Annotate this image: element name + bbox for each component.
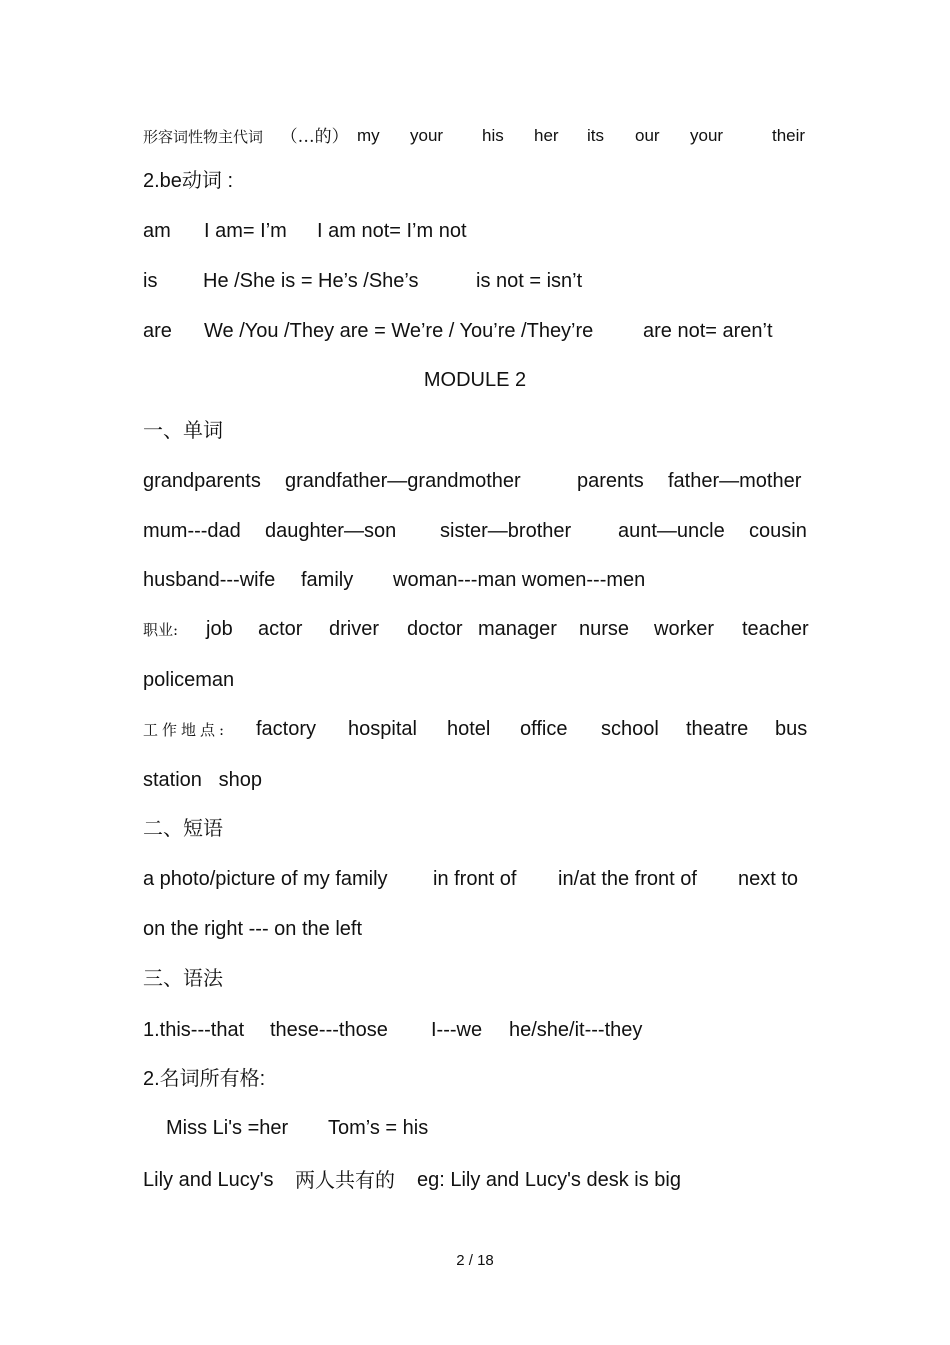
be-are-form: We /You /They are = We’re / You’re /They’re	[204, 320, 594, 342]
word-item: family	[301, 569, 354, 591]
grammar2-line3	[143, 1168, 681, 1192]
grammar2-example: Miss Li's =her	[166, 1117, 289, 1139]
be-is-row	[143, 269, 583, 293]
words-row-2	[143, 519, 807, 543]
workplace-item: school	[601, 718, 659, 740]
be-are-row	[143, 319, 773, 343]
be-am-word: am	[143, 220, 171, 242]
possessive-item: my	[357, 126, 380, 145]
possessive-item: their	[772, 126, 806, 145]
module-title: MODULE 2	[423, 369, 527, 391]
be-is-word: is	[143, 270, 158, 292]
words-row-1	[143, 469, 802, 493]
job-item: worker	[654, 618, 715, 640]
workplaces-wrap: station shop	[143, 769, 262, 791]
job-item: driver	[329, 618, 380, 640]
be-are-neg: are not= aren’t	[643, 320, 773, 342]
phrase-item: in/at the front of	[558, 868, 697, 890]
jobs-label: 职业:	[143, 621, 179, 639]
workplace-item: bus	[775, 718, 808, 740]
grammar2-line3-item: Lily and Lucy's	[143, 1169, 274, 1191]
job-item: actor	[258, 618, 303, 640]
word-item: aunt—uncle	[618, 520, 725, 542]
phrase-item: in front of	[433, 868, 517, 890]
word-item: husband---wife	[143, 569, 276, 591]
workplaces-row	[143, 717, 808, 742]
be-am-form: I am= I’m	[204, 220, 287, 242]
word-item: woman---man women---men	[393, 569, 646, 591]
section-words-heading: 一、单词	[143, 418, 223, 442]
workplace-item: hospital	[348, 718, 417, 740]
word-item: grandfather—grandmother	[285, 470, 521, 492]
word-item: father—mother	[668, 470, 802, 492]
job-item: job	[206, 618, 233, 640]
be-am-neg: I am not= I’m not	[317, 220, 467, 242]
job-item: teacher	[742, 618, 809, 640]
workplace-item: office	[520, 718, 568, 740]
word-item: parents	[577, 470, 644, 492]
job-item: nurse	[579, 618, 630, 640]
grammar2-line3-item: 两人共有的	[295, 1168, 395, 1192]
words-row-3	[143, 568, 646, 592]
be-are-word: are	[143, 320, 172, 342]
possessive-paren: （…的）	[280, 127, 349, 147]
grammar2-example: Tom’s = his	[328, 1117, 429, 1139]
word-item: grandparents	[143, 470, 261, 492]
possessive-item: its	[587, 126, 604, 145]
be-am-row	[143, 219, 467, 243]
grammar-item: 1.this---that	[143, 1019, 245, 1041]
possessive-row	[143, 124, 806, 149]
grammar2-line3-item: eg: Lily and Lucy's desk is big	[417, 1169, 681, 1191]
word-item: sister—brother	[440, 520, 572, 542]
be-is-form: He /She is = He’s /She’s	[203, 270, 419, 292]
section-phrases-heading: 二、短语	[143, 816, 223, 840]
possessive-item: our	[635, 126, 660, 145]
possessive-label: 形容词性物主代词	[143, 128, 264, 146]
phrases-row-1	[143, 867, 799, 891]
grammar-row-1	[143, 1018, 643, 1042]
possessive-item: your	[410, 126, 444, 145]
grammar2-heading: 2.名词所有格:	[143, 1068, 266, 1090]
phrase-item: next to	[738, 868, 799, 890]
jobs-wrap: policeman	[143, 669, 235, 691]
grammar-item: he/she/it---they	[509, 1019, 643, 1041]
page-number: 2 / 18	[456, 1252, 494, 1269]
phrase-item: a photo/picture of my family	[143, 868, 388, 890]
be-is-neg: is not = isn’t	[476, 270, 583, 292]
jobs-row	[143, 617, 809, 642]
possessive-item: your	[690, 126, 724, 145]
workplace-item: theatre	[686, 718, 749, 740]
workplace-item: hotel	[447, 718, 491, 740]
phrases-row-2: on the right --- on the left	[143, 918, 363, 940]
workplace-item: factory	[256, 718, 317, 740]
word-item: cousin	[749, 520, 807, 542]
workplaces-label: 工作地点:	[143, 721, 229, 739]
job-item: manager	[478, 618, 557, 640]
section-grammar-heading: 三、语法	[143, 966, 223, 990]
job-item: doctor	[407, 618, 463, 640]
word-item: daughter—son	[265, 520, 397, 542]
grammar-item: these---those	[270, 1019, 388, 1041]
grammar-item: I---we	[431, 1019, 483, 1041]
possessive-item: his	[482, 126, 504, 145]
be-verb-heading: 2.be动词 :	[143, 170, 234, 192]
possessive-item: her	[534, 126, 559, 145]
word-item: mum---dad	[143, 520, 241, 542]
